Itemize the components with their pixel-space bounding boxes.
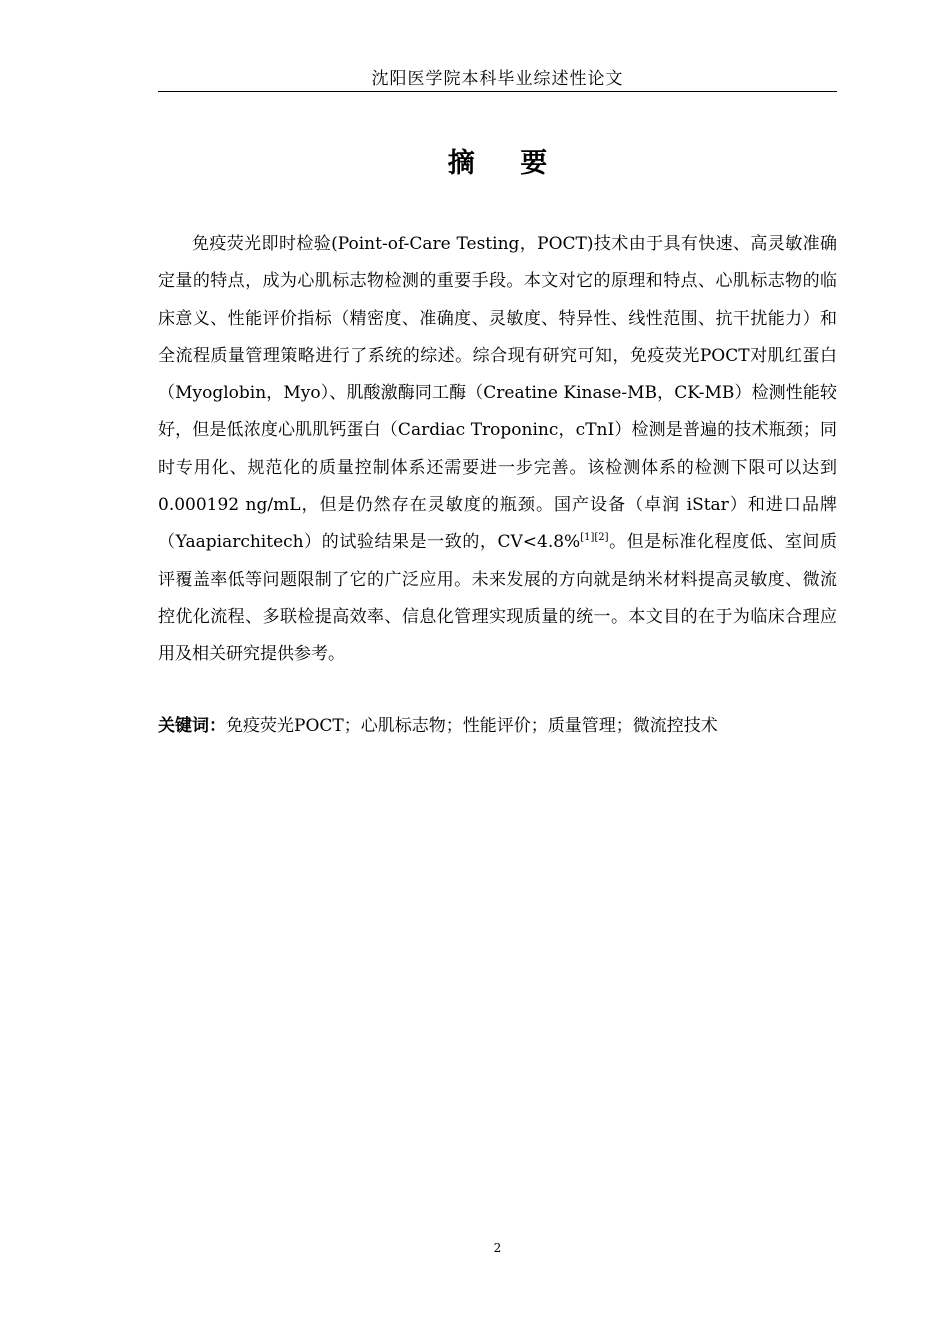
keywords-label: 关键词： xyxy=(158,716,226,736)
abstract-body xyxy=(158,226,837,674)
header-rule xyxy=(158,91,837,92)
running-header: 沈阳医学院本科毕业综述性论文 xyxy=(371,69,624,89)
abstract-text-part2: 。但是标准化程度低、室间质评覆盖率低等问题限制了它的广泛应用。未来发展的方向就是纳米材料提高灵敏度、微流控优化流程、多联检提高效率、信息化管理实现质量的统一。本文目的在于为临床合理应用及相关研究提供参考。 xyxy=(158,532,837,665)
keywords-line xyxy=(158,710,837,742)
abstract-title: 摘 要 xyxy=(447,148,566,179)
page-number: 2 xyxy=(493,1241,502,1255)
keywords-text: 免疫荧光POCT；心肌标志物；性能评价；质量管理；微流控技术 xyxy=(226,716,718,736)
citation-ref[interactable]: [1][2] xyxy=(580,532,609,544)
abstract-text-part1: 免疫荧光即时检验(Point-of-Care Testing，POCT)技术由于具有快速、高灵敏准确定量的特点，成为心肌标志物检测的重要手段。本文对它的原理和特点、心肌标志物的临床意义、性能评价指标（精密度、准确度、灵敏度、特异性、线性范围、抗干扰能力）和全流程质量管理策略进行了系统的综述。综合现有研究可知，免疫荧光POCT对肌红蛋白（Myoglobin，Myo）、肌酸激酶同工酶（Creatine Kinase-MB，CK-MB）检测性能较好，但是低浓度心肌肌钙蛋白（Cardiac Troponinc，cTnI）检测是普遍的技术瓶颈；同时专用化、规范化的质量控制体系还需要进一步完善。该检测体系的检测下限可以达到0.000192 ng/mL，但是仍然存在灵敏度的瓶颈。国产设备（卓润 iStar）和进口品牌（Yaapiarchitech）的试验结果是一致的，CV<4.8% xyxy=(158,234,837,553)
